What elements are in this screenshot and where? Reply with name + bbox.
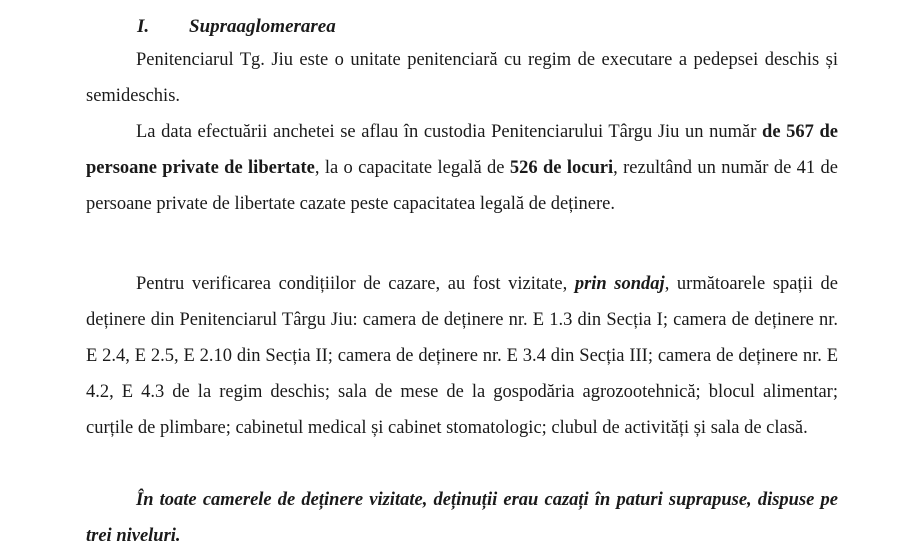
legal-capacity: 526 de locuri (509, 158, 614, 178)
section-number: I. (137, 16, 150, 37)
paragraph-capacity (86, 114, 838, 222)
section-heading (137, 12, 336, 42)
paragraph-conclusion: În toate camerele de deținere vizitate, deținuții erau cazați în paturi suprapuse, dispuse pe trei niveluri. (86, 490, 838, 546)
capacity-text-3: , rezultând un număr de 41 de persoane private de libertate cazate peste capacitatea legală de deținere. (86, 158, 839, 214)
inmate-count: de 567 de persoane private de libertate (86, 122, 839, 178)
survey-emphasis: prin sondaj (574, 274, 665, 294)
section-title: Supraaglomerarea (189, 16, 336, 37)
capacity-text-1: La data efectuării anchetei se aflau în custodia Penitenciarului Târgu Jiu un număr (136, 122, 763, 142)
capacity-text-2: , la o capacitate legală de (314, 158, 510, 178)
paragraph-visited-spaces (86, 266, 838, 446)
visited-text-2: , următoarele spații de deținere din Penitenciarul Târgu Jiu: camera de deținere nr. E 1.3 din Secția I; camera de deținere nr. E 2.4, E 2.5, E 2.10 din Secția II; camera de deținere nr. E 3.4 din Secția III; camera de deținere nr. E 4.2, E 4.3 de la regim deschis; sala de mese de la gospodăria agrozootehnică; blocul alimentar; curțile de plimbare; cabinetul medical și cabinet stomatologic; clubul de activități și sala de clasă. (86, 274, 838, 438)
paragraph-regime: Penitenciarul Tg. Jiu este o unitate penitenciară cu regim de executare a pedepsei deschis și semideschis. (86, 50, 838, 106)
visited-text-1: Pentru verificarea condițiilor de cazare, au fost vizitate, (136, 274, 575, 294)
